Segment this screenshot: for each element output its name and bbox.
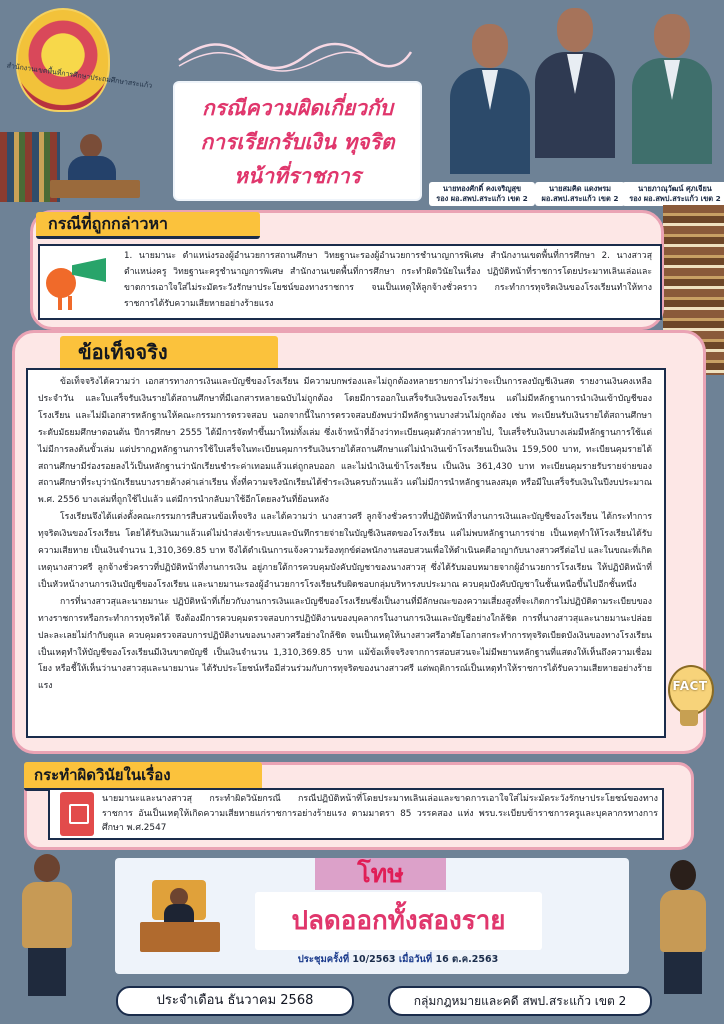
facts-box [26, 368, 666, 738]
offense-box [48, 788, 664, 840]
title-line-3: หน้าที่ราชการ [234, 164, 361, 188]
teacher-desk-illustration [50, 128, 140, 198]
official-role: รอง ผอ.สพป.สระแก้ว เขต 2 [436, 194, 528, 203]
title-line-2: การเรียกรับเงิน ทุจริต [200, 130, 395, 154]
penalty-heading: โทษ [315, 858, 446, 890]
official-photo-2 [535, 8, 615, 158]
meeting-prefix: ประชุมครั้งที่ [297, 954, 350, 965]
official-name: นายทองศักดิ์ คงเจริญสุข [442, 184, 522, 193]
office-logo [16, 8, 110, 112]
judge-illustration [140, 880, 230, 956]
fact-badge: FACT [672, 679, 708, 693]
official-role: รอง ผอ.สพป.สระแก้ว เขต 2 [629, 194, 721, 203]
accused-box [38, 244, 662, 320]
official-photo-3 [632, 14, 712, 164]
page-title [175, 83, 420, 199]
decorative-wave [175, 38, 415, 74]
footer-month: ประจำเดือน ธันวาคม 2568 [116, 986, 354, 1016]
meeting-info [248, 952, 548, 967]
offense-section-label: กระทำผิดวินัยในเรื่อง [24, 762, 262, 791]
meeting-date: 16 ต.ค.2563 [435, 954, 499, 965]
official-photo-1 [450, 24, 530, 174]
officer-character-right [652, 858, 714, 998]
accused-section-label: กรณีที่ถูกกล่าวหา [36, 212, 260, 239]
facts-paragraph: ข้อเท็จจริงได้ความว่า เอกสารทางการเงินและบัญชีของโรงเรียน มีความบกพร่องและไม่ถูกต้องหลายรายการไม่ว่าจะเป็นการลงบัญชีเงินสด รายงานเงินคงเหลือประจำวัน และใบเสร็จรับเงินรายได้สถานศึกษาที่มีเอกสารหลายฉบับไม่ถูกต้อง โดยมีการออกใบเสร็จรับเงินของโรงเรียน แต่ไม่มีหลักฐานการนำเงินเข้าบัญชีของโรงเรียน และไม่มีเอกสารหลักฐานให้คณะกรรมการตรวจสอบ นอกจากนี้ในการตรวจสอบยังพบว่ามีหลักฐานบางส่วนไม่ถูกต้อง เช่น ทะเบียนรับเงินรายได้สถานศึกษาระดับมัธยมศึกษาตอนต้น ปีการศึกษา 2555 ได้มีการจัดทำขึ้นมาใหม่ทั้งเล่ม ซึ่งเจ้าหน้าที่อ้างว่าทะเบียนคุมตัวกล่าวหายไป, ใบเสร็จรับเงินบางเล่มมีหลักฐานการใช้แต่ไม่มีการลงต้นขั้วเล่ม แต่ปรากฏหลักฐานการใช้ใบเสร็จในทะเบียนคุมการรับเงินรายได้สถานศึกษาแต่ไม่นำเงินเข้าโรงเรียนเป็นเงิน 159,500 บาท, ทะเบียนคุมรายได้สถานศึกษามีร่องรอยลงไว้เป็นหลักฐานว่านักเรียนชำระค่าเทอมแล้วแต่ถูกลบออก และไม่นำเงินเข้าโรงเรียน เป็นเงิน 361,430 บาท ทะเบียนคุมรายรับรายจ่ายของสถานศึกษาที่ระบุว่านักเรียนบางรายค้างค่าเล่าเรียน ทั้งที่ความจริงนักเรียนได้ชำระเงินครบถ้วนแล้ว แต่ไม่มีการนำหลักฐานลงสมุด หรือมีใบเสร็จรับเงินในปีงบประมาณ พ.ศ. 2556 บางเล่มที่ถูกใช้ไปแล้ว แต่มีการนำกลับมาใช้อีกโดยลงวันที่ย้อนหลัง [38, 377, 652, 506]
penalty-result: ปลดออกทั้งสองราย [255, 892, 542, 950]
logo-caption: สำนักงานเขตพื้นที่การศึกษาประถมศึกษาสระแก้ว [6, 61, 153, 90]
official-name-tag-3 [622, 182, 724, 206]
official-role: ผอ.สพป.สระแก้ว เขต 2 [541, 194, 619, 203]
fact-bulb-icon [660, 655, 720, 735]
meeting-mid: เมื่อวันที่ [398, 954, 433, 965]
accused-text: 1. นายมานะ ตำแหน่งรองผู้อำนวยการสถานศึกษา วิทยฐานะรองผู้อำนวยการชำนาญการพิเศษ สำนักงานเขตพื้นที่การศึกษา 2. นางสาวสุ ตำแหน่งครู วิทยฐานะครูชำนาญการพิเศษ สำนักงานเขตพื้นที่การศึกษา กระทำผิดวินัยในเรื่อง ปฏิบัติหน้าที่ราชการโดยประมาทเลินเล่อและขาดการเอาใจใส่ไม่ระมัดระวังรักษาประโยชน์ของทางราชการ จนเป็นเหตุให้ลูกจ้างชั่วคราว กระทำการทุจริตเงินของโรงเรียนทำให้ทางราชการได้รับความเสียหายอย่างร้ายแรง [124, 251, 652, 309]
official-name: นายสมคิด แดงพรม [548, 184, 612, 193]
title-line-1: กรณีความผิดเกี่ยวกับ [202, 96, 393, 120]
document-icon [60, 792, 94, 836]
facts-paragraph: โรงเรียนจึงได้แต่งตั้งคณะกรรมการสืบสวนข้อเท็จจริง และได้ความว่า นางสาวศรี ลูกจ้างชั่วคราวที่ปฏิบัติหน้าที่งานการเงินและบัญชีของโรงเรียน ได้กระทำการทุจริตเงินของโรงเรียน โดยได้รับเงินมาแล้วแต่ไม่นำส่งเข้าระบบและบันทึกรายจ่ายในบัญชีเงินสดของโรงเรียน แต่ไม่พบหลักฐานการจ่าย เป็นเหตุทำให้โรงเรียนได้รับความเสียหาย เป็นเงินจำนวน 1,310,369.85 บาท จึงได้ดำเนินการแจ้งความร้องทุกข์ต่อพนักงานสอบสวนเพื่อให้ดำเนินคดีอาญากับนางสาวศรีต่อไป และในขณะที่เกิดเหตุนางสาวศรี ลูกจ้างชั่วคราวที่ปฏิบัติหน้าที่งานการเงิน อยู่ภายใต้การควบคุมบังคับบัญชาของนางสาวสุ ซึ่งได้รับมอบหมายจากผู้อำนวยการโรงเรียน ให้ปฏิบัติหน้าที่เป็นหัวหน้างานการเงินบัญชีของโรงเรียน และนายมานะรองผู้อำนวยการโรงเรียนรับผิดชอบกลุ่มบริหารงบประมาณ ควบคุมบังคับบัญชาในชั้นเหนือขึ้นไปอีกชั้นหนึ่ง [38, 512, 652, 590]
official-name-tag-2 [535, 182, 625, 206]
officer-character-left [14, 850, 80, 1000]
facts-section-label: ข้อเท็จจริง [60, 336, 278, 371]
official-name: นายภาณุวัฒน์ ศุภเจียน [638, 184, 712, 193]
official-name-tag-1 [429, 182, 535, 206]
facts-text [38, 374, 652, 695]
meeting-number: 10/2563 [352, 954, 396, 965]
facts-paragraph: การที่นางสาวสุและนายมานะ ปฏิบัติหน้าที่เกี่ยวกับงานการเงินและบัญชีของโรงเรียนซึ่งเป็นงานที่มีลักษณะของความเสี่ยงสูงที่จะเกิดการไม่ปฏิบัติตามระเบียบของทางราชการหรือกระทำการทุจริตได้ จึงต้องมีการควบคุมตรวจสอบการปฏิบัติงานของบุคลากรในงานการเงินและบัญชีอย่างใกล้ชิด การที่นางสาวสุและนายมานะปล่อยปละละเลยไม่กำกับดูแล ควบคุมตรวจสอบการปฏิบัติงานของนางสาวศรีอย่างใกล้ชิด จนเป็นเหตุให้นางสาวศรีอาศัยโอกาสกระทำการทุจริตเบียดบังเงินของทางโรงเรียนเป็นเหตุทำให้บัญชีของโรงเรียนมีเงินขาดบัญชี เป็นเงินจำนวน 1,310,369.85 บาท แม้ข้อเท็จจริงจากการสอบสวนจะไม่มีพยานหลักฐานที่แสดงให้เห็นถึงความเชื่อมโยง หรือชี้ให้เห็นว่านางสาวสุและนายมานะ ได้รับประโยชน์หรือมีส่วนร่วมกับการทุจริตของนางสาวศรี แต่พฤติการณ์เป็นเหตุทำให้ราชการได้รับความเสียหายอย่างร้ายแรง [38, 596, 652, 692]
footer-office: กลุ่มกฎหมายและคดี สพป.สระแก้ว เขต 2 [388, 986, 652, 1016]
megaphone-icon [46, 252, 110, 310]
offense-text: นายมานะและนางสาวสุ กระทำผิดวินัยกรณี กรณีปฏิบัติหน้าที่โดยประมาทเลินเล่อและขาดการเอาใจใส่ไม่ระมัดระวังรักษาประโยชน์ของทางราชการ อันเป็นเหตุให้เกิดความเสียหายแก่ราชการอย่างร้ายแรง ตามมาตรา 85 วรรคสอง แห่ง พรบ.ระเบียบข้าราชการครูและบุคลากรทางการศึกษา พ.ศ.2547 [102, 794, 658, 833]
